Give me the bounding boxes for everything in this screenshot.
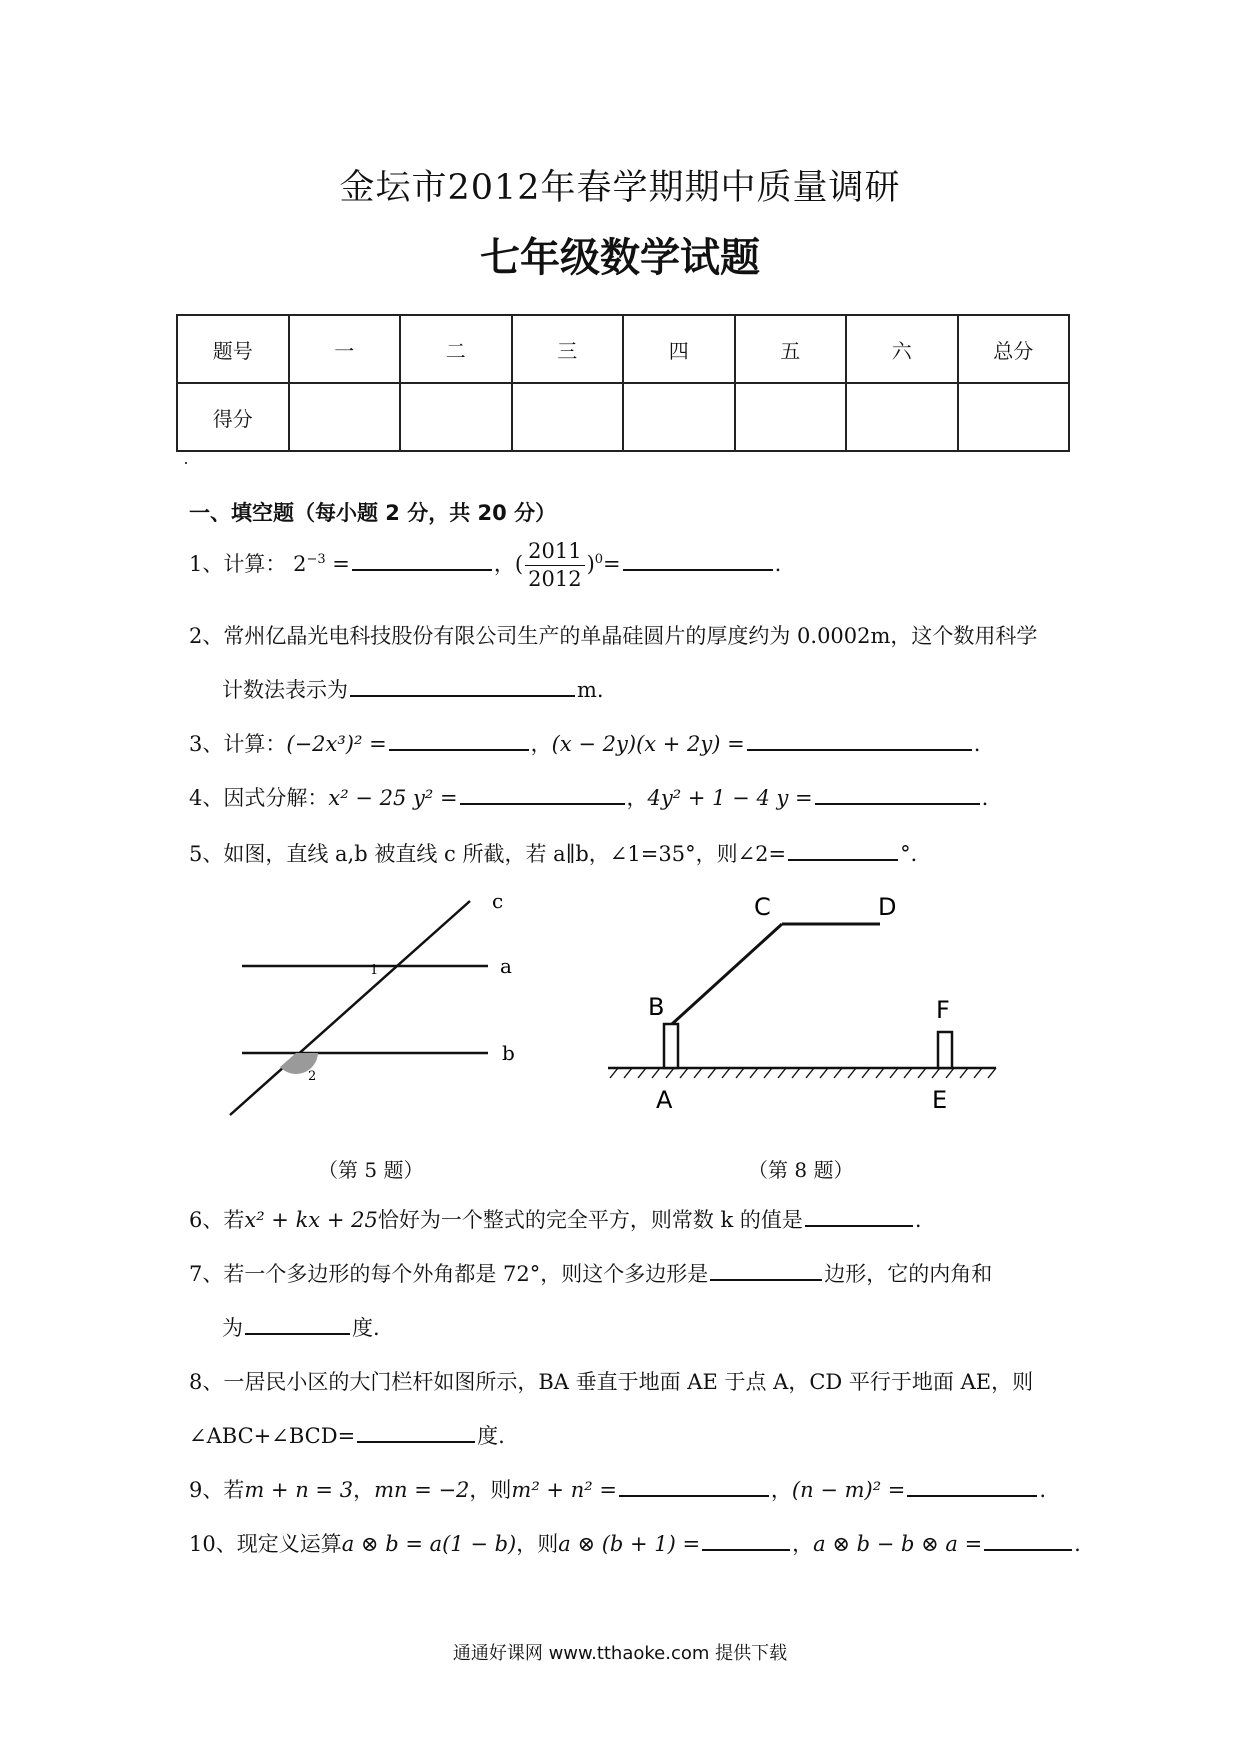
- ground-hatching: [610, 1068, 996, 1078]
- score-cell[interactable]: [846, 383, 958, 451]
- q3-expr-2: (x − 2y)(x + 2y) =: [551, 732, 745, 756]
- score-header-cell: 六: [846, 315, 958, 383]
- q7-answer-blank-1[interactable]: [710, 1259, 822, 1281]
- q3-answer-blank-1[interactable]: [389, 729, 529, 751]
- question-7: [189, 1258, 992, 1288]
- q10-answer-blank-1[interactable]: [702, 1529, 790, 1551]
- question-9: [189, 1474, 1046, 1504]
- q9-expr-2: mn = −2: [374, 1478, 470, 1502]
- q9-answer-blank-1[interactable]: [619, 1475, 769, 1497]
- label-f-point: F: [936, 996, 950, 1024]
- score-cell[interactable]: [512, 383, 624, 451]
- label-e-point: E: [932, 1086, 948, 1114]
- label-d-point: D: [878, 893, 897, 921]
- page-footer: 通通好课网 www.tthaoke.com 提供下载: [452, 1643, 788, 1664]
- q1-denominator: 2012: [528, 567, 582, 591]
- question-3: [189, 728, 980, 758]
- q7-answer-blank-2[interactable]: [245, 1313, 350, 1335]
- q4-answer-blank-2[interactable]: [815, 783, 980, 805]
- q9-label: 9、若: [189, 1478, 245, 1502]
- score-cell[interactable]: [735, 383, 847, 451]
- q10-expr-3: a ⊗ b − b ⊗ a =: [813, 1532, 983, 1556]
- q1-exponent-2: 0: [594, 552, 604, 567]
- q10-answer-blank-2[interactable]: [984, 1529, 1072, 1551]
- q5-text: 5、如图，直线 a,b 被直线 c 所截，若 a∥b，∠1=35°，则∠2=: [189, 842, 787, 866]
- q6-expr: x² + kx + 25: [244, 1208, 378, 1232]
- figure-8: [600, 880, 1010, 1120]
- q4-comma: ，: [626, 786, 648, 810]
- q1-base: 2: [293, 552, 307, 576]
- q1-fraction: [525, 538, 584, 593]
- q9-expr-3: m² + n² =: [511, 1478, 617, 1502]
- q4-answer-blank-1[interactable]: [460, 783, 625, 805]
- q3-end: .: [973, 732, 981, 756]
- question-1: 1、计算： $2^{-3}$ = ，( $\frac{2011}{2012}$ )$^0$= .: [189, 539, 782, 591]
- label-b: b: [502, 1041, 515, 1065]
- speck: [185, 462, 187, 464]
- line-c: [230, 901, 470, 1115]
- figure-8-caption: （第 8 题）: [748, 1158, 854, 1182]
- q7-text-1: 7、若一个多边形的每个外角都是 72°，则这个多边形是: [189, 1262, 709, 1286]
- exam-subtitle: 七年级数学试题: [480, 235, 760, 281]
- label-c: c: [492, 889, 504, 913]
- question-5: [189, 838, 932, 868]
- q6-end: .: [914, 1208, 922, 1232]
- q8-unit: 度.: [477, 1424, 505, 1448]
- q10-expr-2: a ⊗ (b + 1) =: [558, 1532, 701, 1556]
- question-8: 8、一居民小区的大门栏杆如图所示，BA 垂直于地面 AE 于点 A，CD 平行于地面 AE，则: [189, 1370, 1034, 1394]
- score-header-cell: 二: [400, 315, 512, 383]
- label-angle-2: 2: [308, 1069, 317, 1084]
- q6-answer-blank[interactable]: [805, 1205, 913, 1227]
- q9-end: .: [1039, 1478, 1047, 1502]
- q8-text: ∠ABC+∠BCD=: [189, 1424, 356, 1448]
- label-a: a: [500, 954, 512, 978]
- q10-expr-1: a ⊗ b = a(1 − b): [341, 1532, 517, 1556]
- segment-bc: [672, 924, 782, 1024]
- score-cell[interactable]: [623, 383, 735, 451]
- post-ab: [664, 1024, 678, 1068]
- q1-equals: =: [332, 552, 350, 576]
- q2-answer-blank[interactable]: [350, 675, 575, 697]
- q1-rparen: ): [586, 552, 595, 576]
- q6-label: 6、若: [189, 1208, 245, 1232]
- q3-answer-blank-2[interactable]: [747, 729, 972, 751]
- q3-comma: ，: [530, 732, 552, 756]
- q4-expr-2: 4y² + 1 − 4 y =: [647, 786, 813, 810]
- score-cell[interactable]: [958, 383, 1070, 451]
- score-header-cell: 三: [512, 315, 624, 383]
- q9-expr-1: m + n = 3: [244, 1478, 354, 1502]
- score-table-header-row: [177, 315, 1069, 383]
- q2-text: 计数法表示为: [222, 678, 348, 702]
- q1-lparen: (: [514, 552, 524, 576]
- score-header-cell: 题号: [177, 315, 289, 383]
- q2-unit: m.: [577, 678, 604, 702]
- q1-equals-2: =: [603, 552, 621, 576]
- q4-end: .: [981, 786, 989, 810]
- question-10: [189, 1528, 1081, 1558]
- figure-5-caption: （第 5 题）: [318, 1158, 424, 1182]
- q5-answer-blank[interactable]: [788, 839, 898, 861]
- q6-text: 恰好为一个整式的完全平方，则常数 k 的值是: [377, 1208, 803, 1232]
- q3-expr-1: (−2x³)² =: [286, 732, 387, 756]
- q9-comma-2: ，: [770, 1478, 792, 1502]
- label-angle-1: 1: [370, 963, 379, 978]
- q4-expr-1: x² − 25 y² =: [328, 786, 458, 810]
- score-table: [176, 314, 1070, 452]
- q7-text-4: 度.: [352, 1316, 380, 1340]
- q10-label: 10、现定义运算: [189, 1532, 342, 1556]
- q7-text-3: 为: [222, 1316, 243, 1340]
- score-header-cell: 总分: [958, 315, 1070, 383]
- question-7-line2: [222, 1312, 380, 1342]
- score-header-cell: 四: [623, 315, 735, 383]
- question-2-line2: [222, 674, 604, 704]
- q10-text: ，则: [516, 1532, 559, 1556]
- q9-text: ，则: [469, 1478, 512, 1502]
- q5-end: °．: [900, 842, 932, 866]
- q10-comma: ，: [792, 1532, 814, 1556]
- post-ef: [938, 1032, 952, 1068]
- q1-numerator: 2011: [525, 538, 584, 566]
- q1-answer-blank-2[interactable]: [623, 549, 773, 571]
- score-row-label: 得分: [177, 383, 289, 451]
- question-6: [189, 1204, 922, 1234]
- q1-answer-blank-1[interactable]: [352, 549, 492, 571]
- q9-expr-4: (n − m)² =: [791, 1478, 906, 1502]
- q9-comma-1: ，: [353, 1478, 375, 1502]
- score-table-score-row: [177, 383, 1069, 451]
- question-2: 2、常州亿晶光电科技股份有限公司生产的单晶硅圆片的厚度约为 0.0002m，这个数用科学: [189, 624, 1038, 648]
- score-header-cell: 一: [289, 315, 401, 383]
- q7-text-2: 边形，它的内角和: [824, 1262, 993, 1286]
- q3-label: 3、计算：: [189, 732, 287, 756]
- q1-label: 1、计算：: [189, 552, 287, 576]
- section-heading: 一、填空题（每小题 2 分，共 20 分）: [189, 501, 557, 525]
- label-c-point: C: [754, 893, 771, 921]
- exam-title: 金坛市2012年春学期期中质量调研: [339, 168, 901, 208]
- q10-end: .: [1074, 1532, 1081, 1556]
- question-8-line2: [189, 1420, 505, 1450]
- score-header-cell: 五: [735, 315, 847, 383]
- q9-answer-blank-2[interactable]: [907, 1475, 1037, 1497]
- label-b-point: B: [648, 993, 665, 1021]
- score-cell[interactable]: [289, 383, 401, 451]
- q4-label: 4、因式分解：: [189, 786, 329, 810]
- score-cell[interactable]: [400, 383, 512, 451]
- question-4: [189, 782, 988, 812]
- q8-answer-blank[interactable]: [357, 1421, 475, 1443]
- q1-end: .: [774, 552, 782, 576]
- label-a-point: A: [656, 1086, 673, 1114]
- figure-5: [220, 888, 540, 1128]
- q1-exponent: −3: [306, 552, 326, 567]
